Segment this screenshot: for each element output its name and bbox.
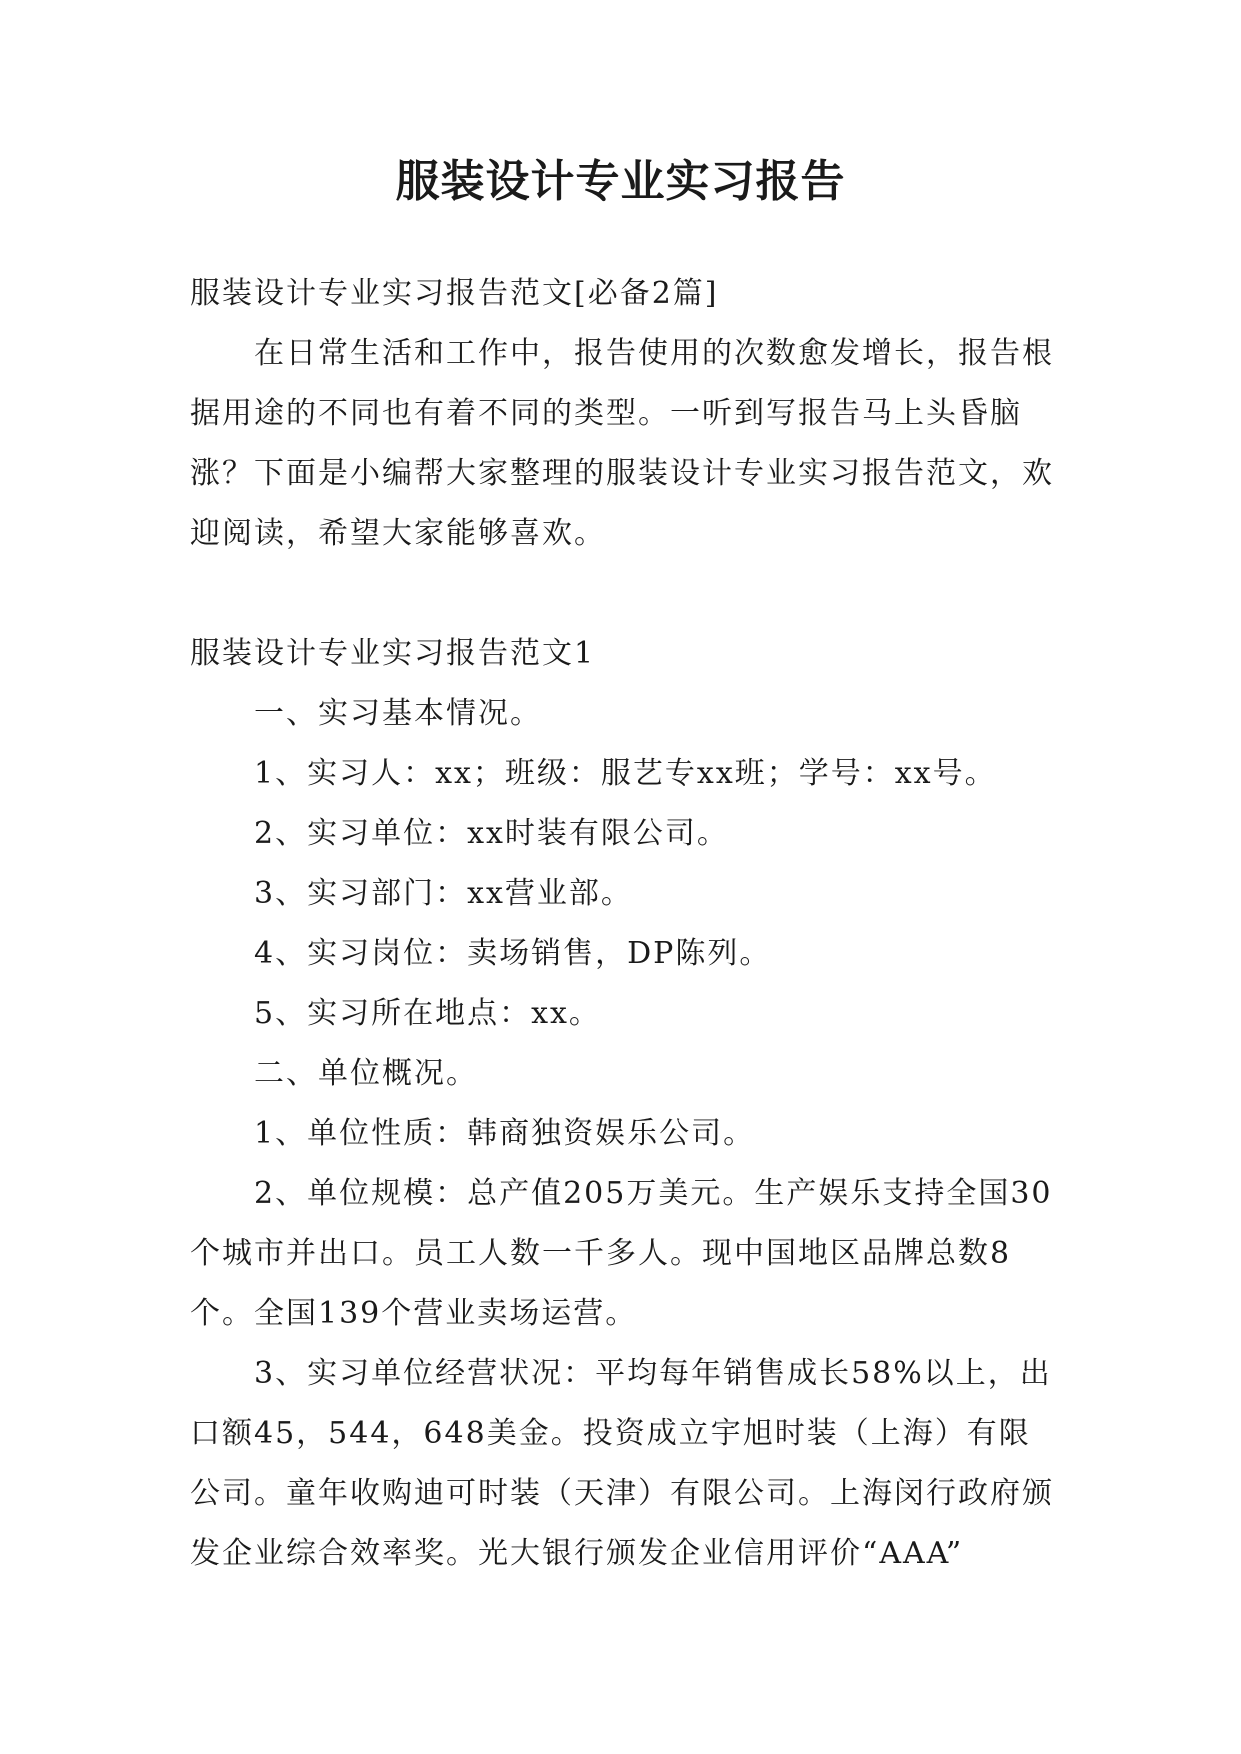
document-body — [190, 264, 1056, 1584]
body-paragraph: 2、实习单位：xx时装有限公司。 — [254, 816, 729, 851]
body-paragraph: 1、单位性质：韩商独资娱乐公司。 — [254, 1116, 756, 1151]
body-paragraph: 3、实习部门：xx营业部。 — [254, 876, 633, 911]
document-title: 服装设计专业实习报告 — [395, 156, 846, 207]
intro-paragraph: 在日常生活和工作中，报告使用的次数愈发增长，报告根据用途的不同也有着不同的类型。一听到写报告马上头昏脑涨？下面是小编帮大家整理的服装设计专业实习报告范文，欢迎阅读，希望大家能够喜欢。 — [190, 336, 1054, 551]
body-paragraph: 二、单位概况。 — [254, 1056, 478, 1091]
body-paragraph: 1、实习人：xx；班级：服艺专xx班；学号：xx号。 — [254, 756, 997, 791]
body-paragraph: 3、实习单位经营状况：平均每年销售成长58%以上，出口额45，544，648美金。投资成立宇旭时装（上海）有限公司。童年收购迪可时装（天津）有限公司。上海闵行政府颁发企业综合效率奖。光大银行颁发企业信用评价“AAA” — [190, 1356, 1054, 1571]
section-spacer — [190, 564, 1056, 624]
body-paragraph: 2、单位规模：总产值205万美元。生产娱乐支持全国30个城市并出口。员工人数一千多人。现中国地区品牌总数8个。全国139个营业卖场运营。 — [190, 1176, 1053, 1331]
body-paragraph: 一、实习基本情况。 — [254, 696, 542, 731]
body-paragraph: 5、实习所在地点：xx。 — [254, 996, 601, 1031]
document-subtitle: 服装设计专业实习报告范文[必备2篇] — [190, 276, 719, 311]
body-paragraph: 4、实习岗位：卖场销售，DP陈列。 — [254, 936, 772, 971]
section-heading: 服装设计专业实习报告范文1 — [190, 636, 596, 671]
